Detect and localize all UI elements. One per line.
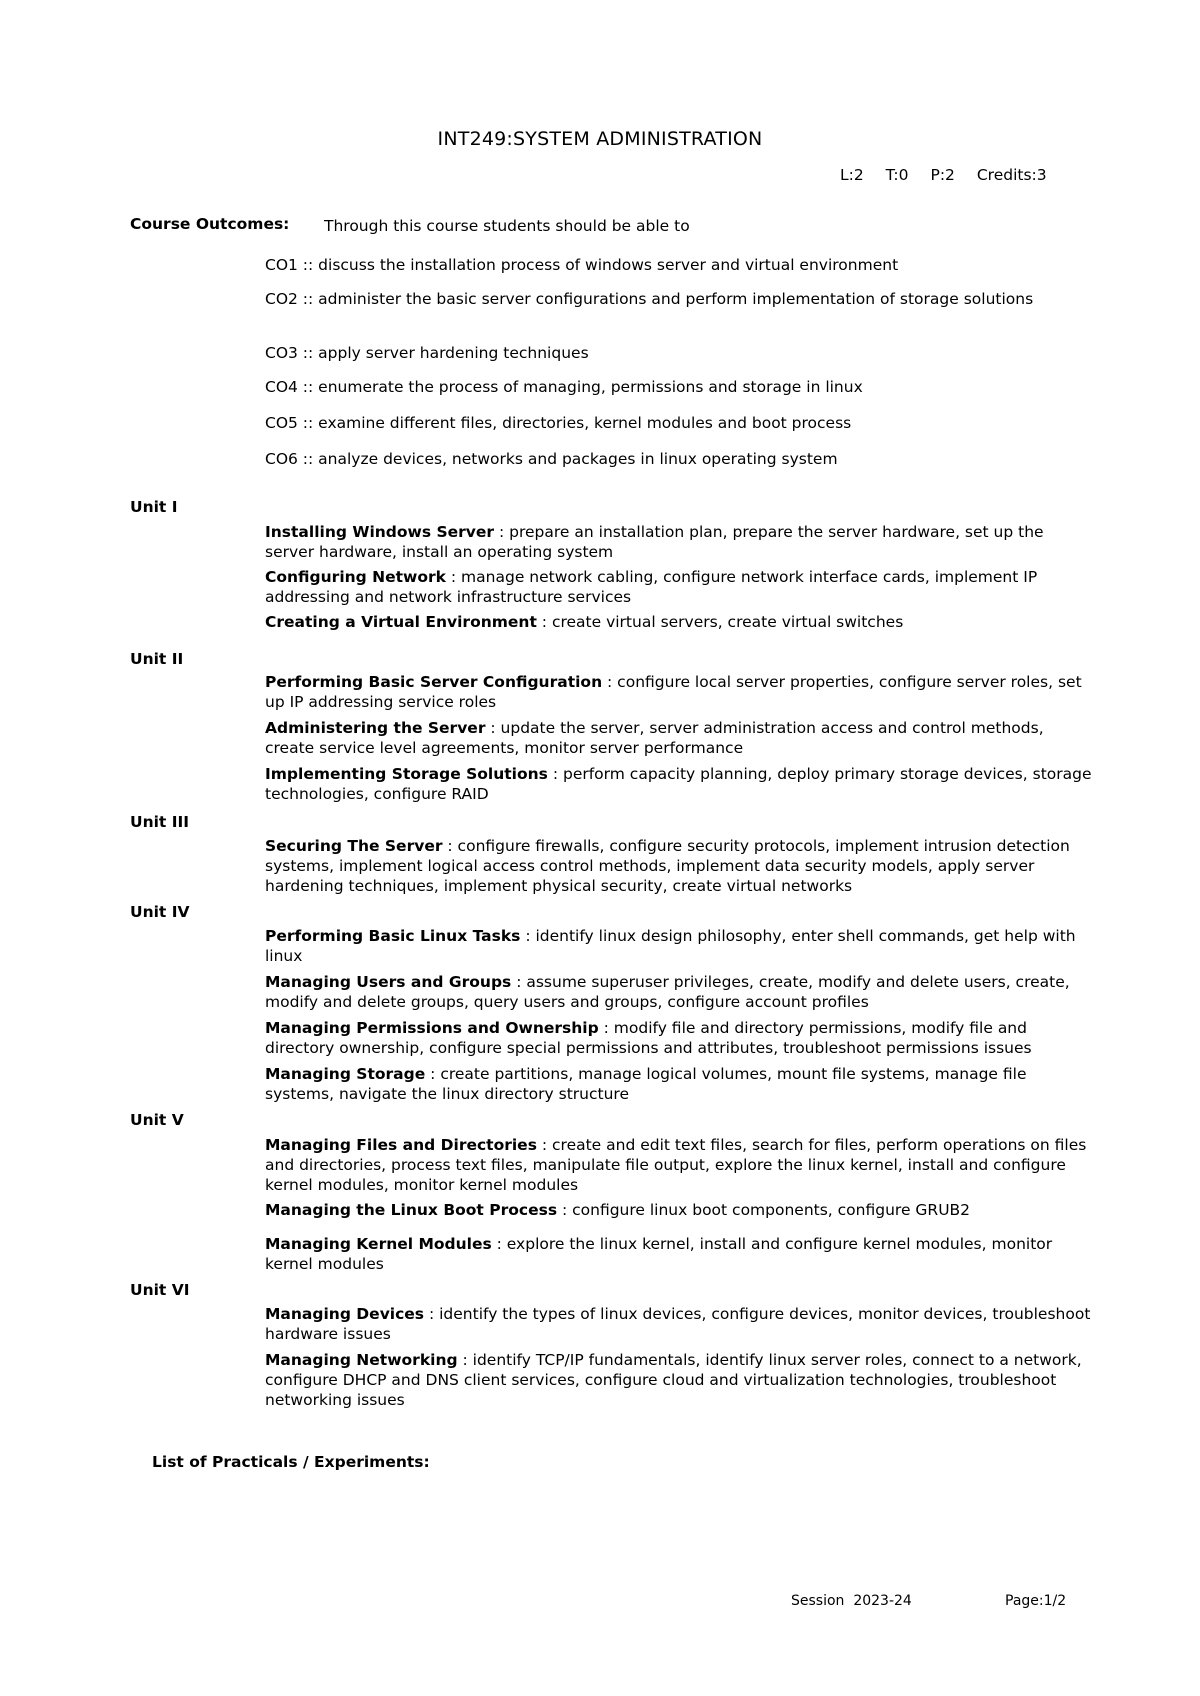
course-outcome-item: CO3 :: apply server hardening techniques — [265, 344, 589, 362]
topic-text: : create virtual servers, create virtual switches — [536, 613, 904, 631]
unit-topic — [265, 672, 1095, 712]
topic-title: Implementing Storage Solutions — [265, 765, 548, 783]
topic-text: : configure local server properties, configure server roles, set up IP addressing service roles — [265, 673, 1082, 711]
topic-text: : update the server, server administration access and control methods, create service level agreements, monitor server performance — [265, 719, 1044, 757]
course-outcomes-intro: Through this course students should be able to — [324, 217, 690, 235]
topic-text: : create and edit text files, search for files, perform operations on files and directories, process text files, manipulate file output, explore the linux kernel, install and configure kernel modules, monitor kernel modules — [265, 1136, 1087, 1194]
unit-label: Unit III — [130, 813, 190, 831]
unit-label: Unit I — [130, 498, 178, 516]
page-number: Page:1/2 — [1005, 1593, 1067, 1609]
topic-title: Creating a Virtual Environment — [265, 613, 537, 631]
topic-title: Securing The Server — [265, 837, 443, 855]
unit-topic — [265, 1064, 1095, 1104]
unit-topic — [265, 972, 1095, 1012]
topic-text: : prepare an installation plan, prepare the server hardware, set up the server hardware, install an operating system — [265, 523, 1044, 561]
topic-text: : identify TCP/IP fundamentals, identify linux server roles, connect to a network, configure DHCP and DNS client services, configure cloud and virtualization technologies, troubleshoot networking issues — [265, 1351, 1082, 1409]
practicals-heading: List of Practicals / Experiments: — [152, 1453, 430, 1471]
topic-text: : explore the linux kernel, install and configure kernel modules, monitor kernel modules — [265, 1235, 1053, 1273]
practical-hours: P:2 — [930, 166, 955, 184]
topic-text: : identify the types of linux devices, configure devices, monitor devices, troubleshoot hardware issues — [265, 1305, 1091, 1343]
topic-title: Managing Kernel Modules — [265, 1235, 492, 1253]
topic-title: Managing Permissions and Ownership — [265, 1019, 599, 1037]
unit-topic — [265, 1234, 1095, 1274]
unit-label: Unit V — [130, 1111, 184, 1129]
unit-topic — [265, 1200, 1095, 1220]
topic-title: Managing Users and Groups — [265, 973, 512, 991]
unit-topic — [265, 1304, 1095, 1344]
unit-topic — [265, 1018, 1095, 1058]
page-title: INT249:SYSTEM ADMINISTRATION — [437, 128, 763, 150]
course-outcome-item: CO1 :: discuss the installation process of windows server and virtual environment — [265, 256, 899, 274]
unit-topic — [265, 1350, 1095, 1410]
lecture-hours: L:2 — [840, 166, 864, 184]
course-outcome-item: CO4 :: enumerate the process of managing, permissions and storage in linux — [265, 378, 863, 396]
topic-title: Managing Devices — [265, 1305, 425, 1323]
course-outcome-item: CO5 :: examine different files, directories, kernel modules and boot process — [265, 414, 852, 432]
topic-title: Managing Files and Directories — [265, 1136, 537, 1154]
unit-label: Unit IV — [130, 903, 190, 921]
topic-text: : modify file and directory permissions, modify file and directory ownership, configure special permissions and attributes, troubleshoot permissions issues — [265, 1019, 1032, 1057]
topic-title: Administering the Server — [265, 719, 486, 737]
topic-title: Performing Basic Server Configuration — [265, 673, 603, 691]
topic-text: : perform capacity planning, deploy primary storage devices, storage technologies, configure RAID — [265, 765, 1092, 803]
topic-title: Configuring Network — [265, 568, 446, 586]
topic-title: Managing Storage — [265, 1065, 426, 1083]
topic-text: : create partitions, manage logical volumes, mount file systems, manage file systems, navigate the linux directory structure — [265, 1065, 1027, 1103]
ltp-credits — [840, 166, 1047, 184]
unit-topic — [265, 1135, 1095, 1195]
unit-topic — [265, 718, 1095, 758]
topic-text: : configure firewalls, configure security protocols, implement intrusion detection systems, implement logical access control methods, implement data security models, apply server hardening techniques, implement physical security, create virtual networks — [265, 837, 1070, 895]
unit-topic — [265, 567, 1095, 607]
topic-text: : assume superuser privileges, create, modify and delete users, create, modify and delete groups, query users and groups, configure account profiles — [265, 973, 1070, 1011]
course-outcomes-label: Course Outcomes: — [130, 215, 290, 233]
topic-title: Managing the Linux Boot Process — [265, 1201, 558, 1219]
credits: Credits:3 — [976, 166, 1047, 184]
unit-topic — [265, 612, 1095, 632]
unit-label: Unit II — [130, 650, 184, 668]
unit-topic — [265, 522, 1095, 562]
topic-title: Installing Windows Server — [265, 523, 495, 541]
topic-text: : configure linux boot components, configure GRUB2 — [557, 1201, 971, 1219]
topic-title: Performing Basic Linux Tasks — [265, 927, 521, 945]
topic-title: Managing Networking — [265, 1351, 458, 1369]
unit-topic — [265, 926, 1095, 966]
tutorial-hours: T:0 — [885, 166, 909, 184]
unit-topic — [265, 764, 1095, 804]
topic-text: : manage network cabling, configure network interface cards, implement IP addressing and network infrastructure services — [265, 568, 1038, 606]
topic-text: : identify linux design philosophy, enter shell commands, get help with linux — [265, 927, 1076, 965]
course-outcome-item: CO2 :: administer the basic server configurations and perform implementation of storage solutions — [265, 290, 1034, 308]
unit-label: Unit VI — [130, 1281, 190, 1299]
unit-topic — [265, 836, 1095, 896]
course-outcome-item: CO6 :: analyze devices, networks and packages in linux operating system — [265, 450, 838, 468]
session-label: Session 2023-24 — [791, 1593, 912, 1609]
